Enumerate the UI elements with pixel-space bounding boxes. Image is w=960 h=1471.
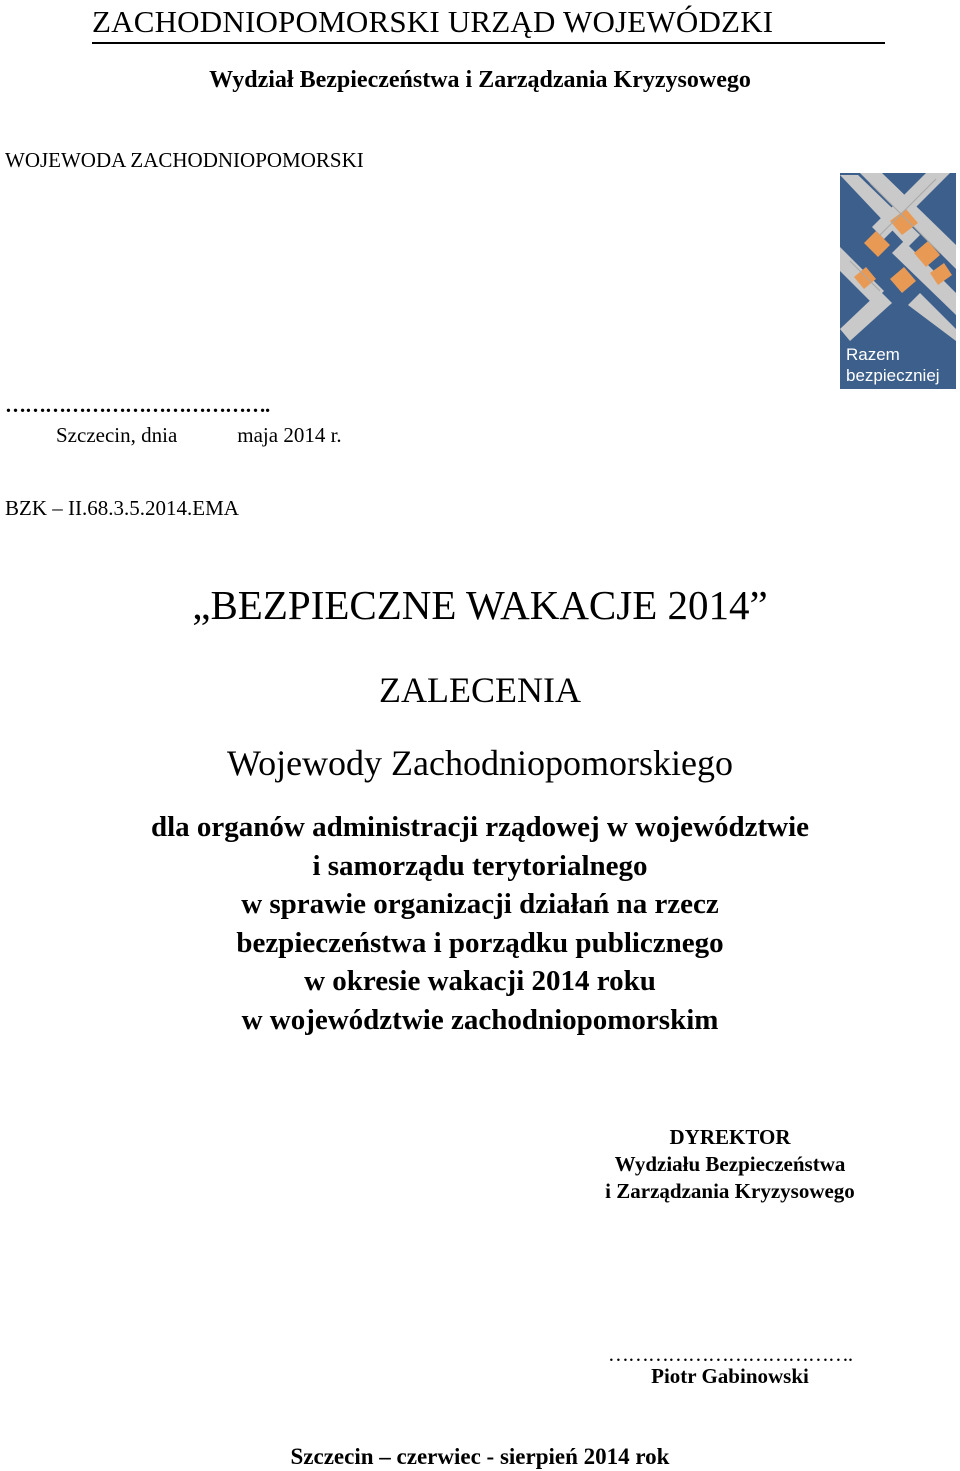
description-line: bezpieczeństwa i porządku publicznego	[236, 926, 724, 959]
description-line: i samorządu terytorialnego	[312, 849, 648, 882]
document-subtitle: ZALECENIA	[379, 670, 581, 710]
document-description	[0, 808, 960, 1040]
description-line: w sprawie organizacji działań na rzecz	[241, 888, 719, 921]
document-issuer: Wojewody Zachodniopomorskiego	[226, 743, 733, 783]
description-line: w województwie zachodniopomorskim	[241, 1003, 719, 1036]
signatory-unit-line1: Wydziału Bezpieczeństwa	[614, 1152, 846, 1176]
signature-dots: ……………………………….	[607, 1342, 853, 1366]
title-underline	[92, 42, 885, 44]
description-line: dla organów administracji rządowej w województwie	[150, 811, 810, 843]
signatory-role: DYREKTOR	[669, 1125, 791, 1149]
logo-text-line1: Razem	[846, 345, 900, 364]
place-date-suffix: maja 2014 r.	[237, 423, 342, 447]
department-name: Wydział Bezpieczeństwa i Zarządzania Kryzysowego	[209, 67, 751, 93]
razem-bezpieczniej-logo	[840, 173, 956, 389]
office-title: ZACHODNIOPOMORSKI URZĄD WOJEWÓDZKI	[92, 4, 774, 39]
place-dots: ………………………………….	[5, 393, 270, 417]
reference-number: BZK – II.68.3.5.2014.EMA	[5, 496, 239, 520]
document-title: „BEZPIECZNE WAKACJE 2014”	[192, 582, 768, 628]
place-date	[56, 421, 342, 449]
place-date-prefix: Szczecin, dnia	[56, 423, 178, 447]
logo-text-line2: bezpieczniej	[846, 366, 940, 385]
footer-place-period: Szczecin – czerwiec - sierpień 2014 rok	[290, 1444, 670, 1469]
signature-block	[560, 1124, 900, 1205]
voivode-heading: WOJEWODA ZACHODNIOPOMORSKI	[5, 148, 364, 172]
description-line: w okresie wakacji 2014 roku	[304, 965, 656, 998]
signatory-unit-line2: i Zarządzania Kryzysowego	[605, 1179, 855, 1203]
signatory-name: Piotr Gabinowski	[651, 1364, 809, 1388]
